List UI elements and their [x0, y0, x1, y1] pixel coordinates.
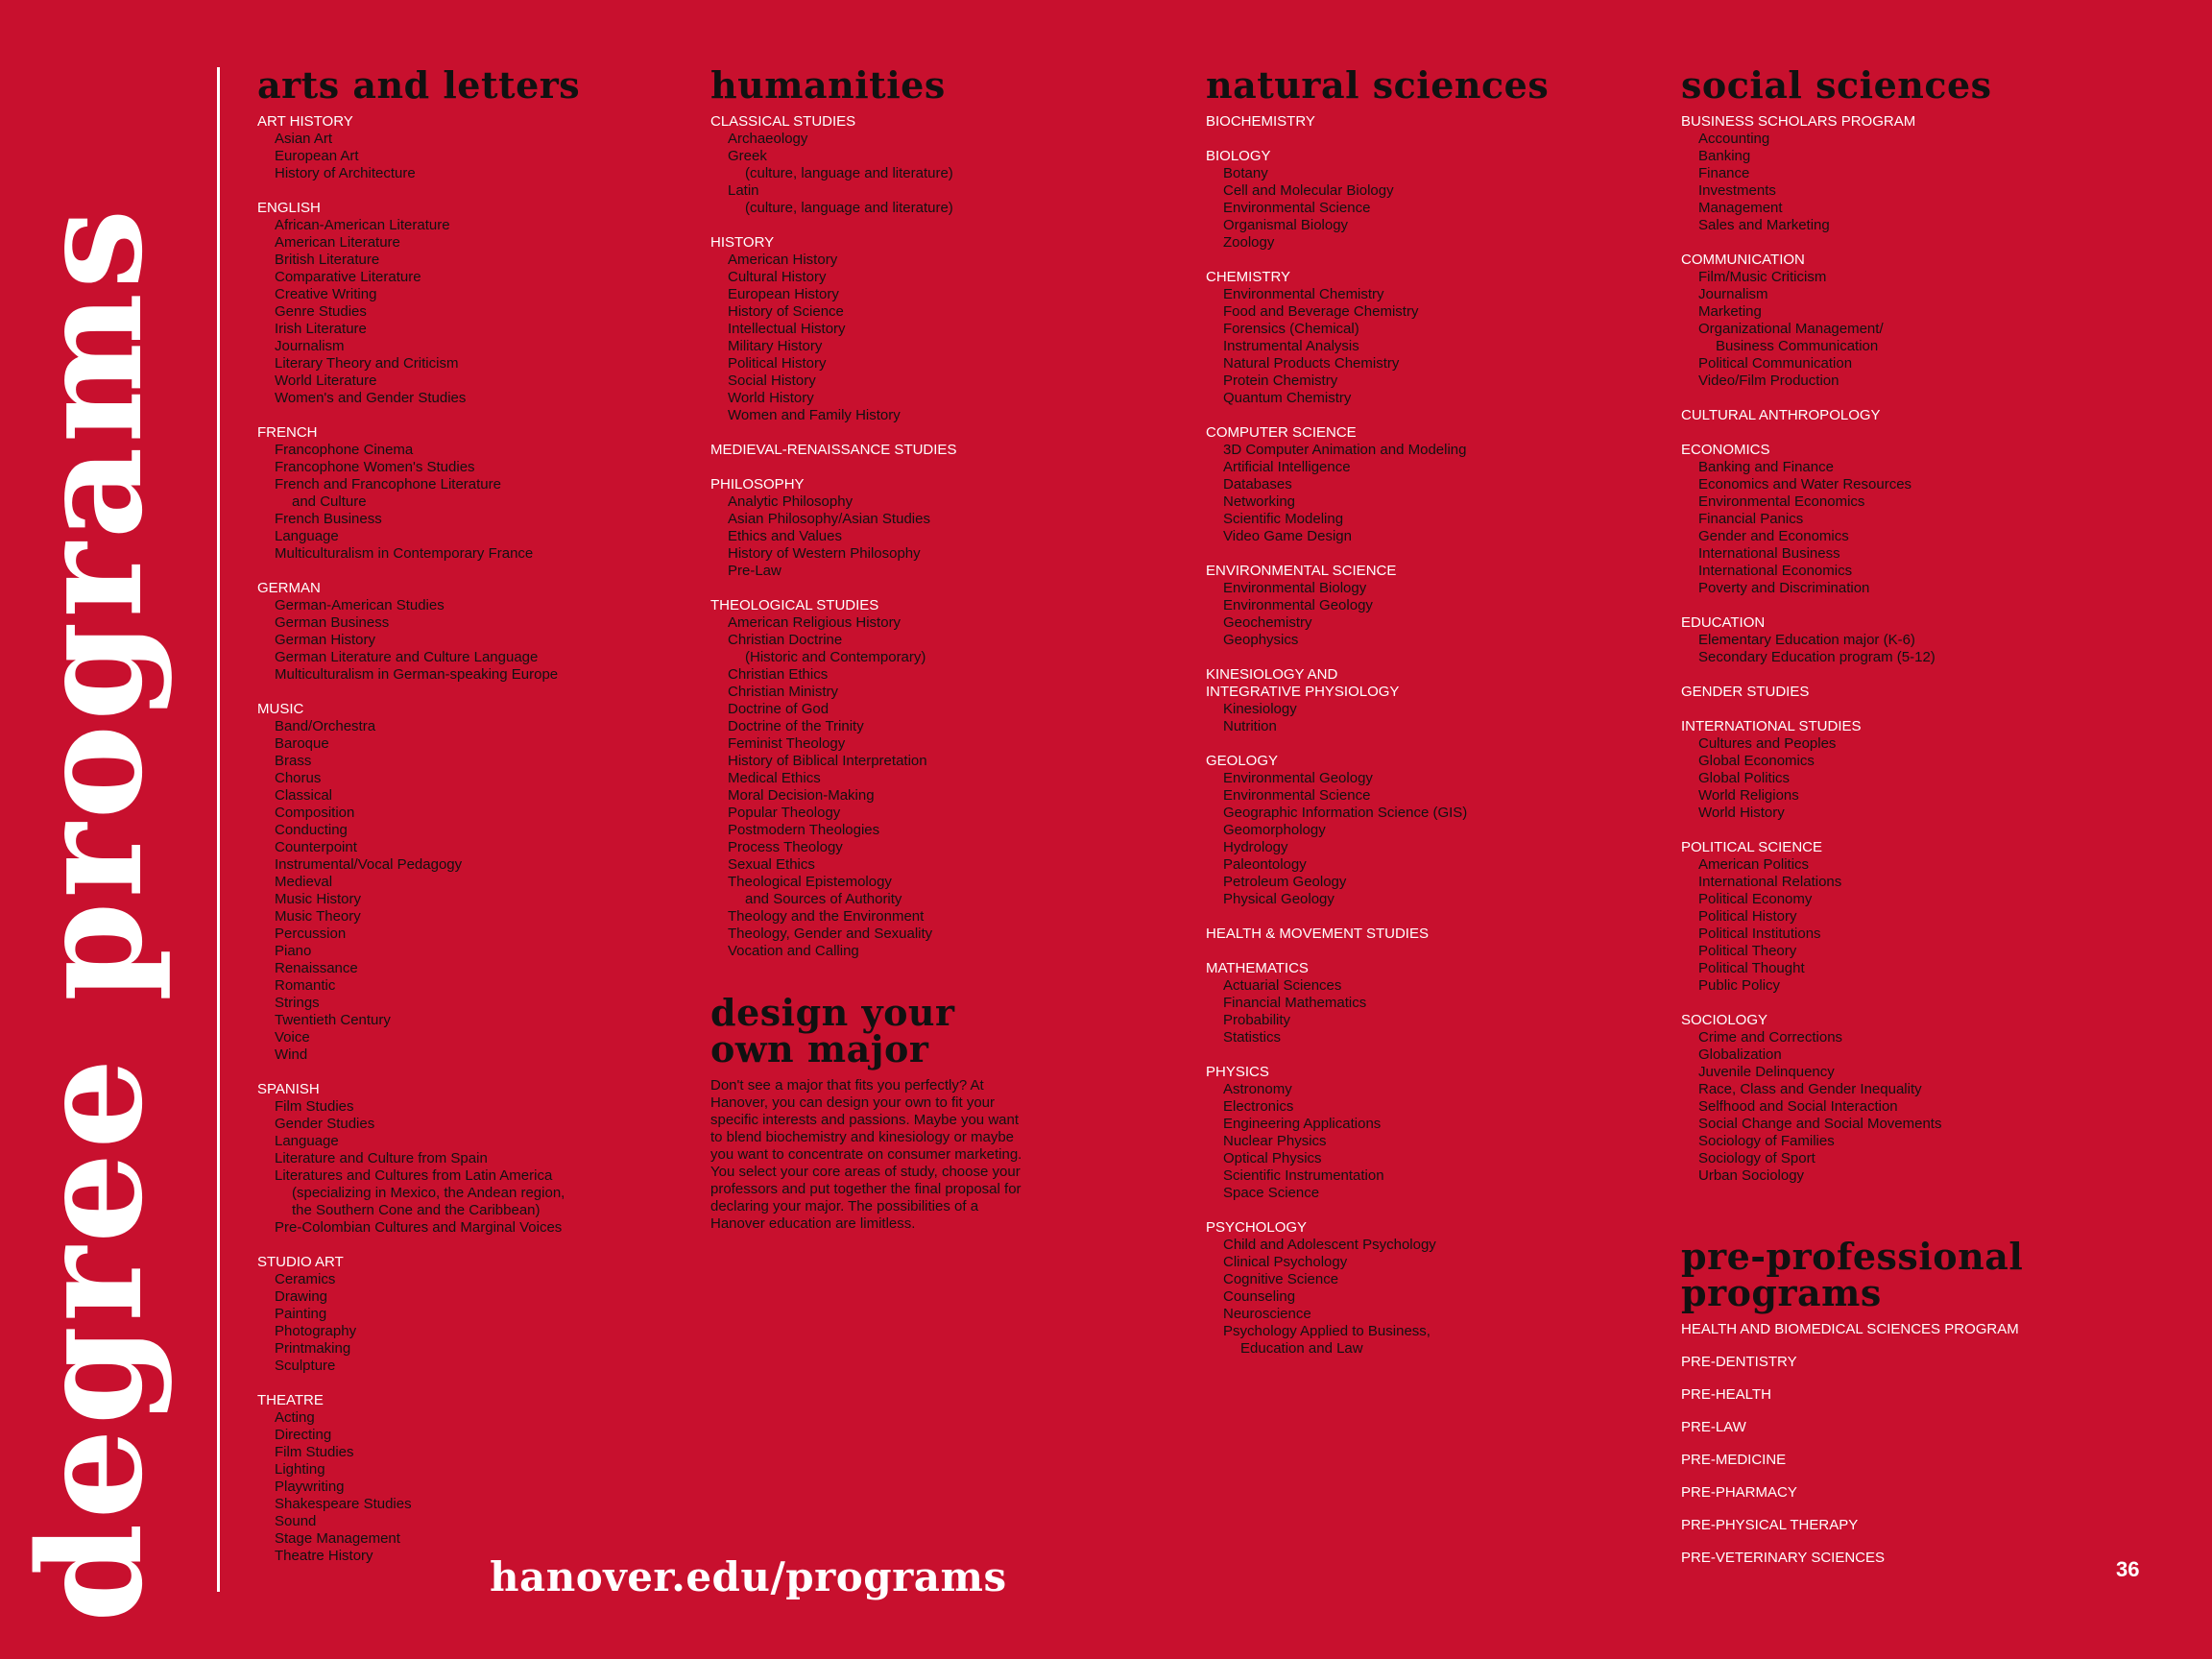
concentration-item: Instrumental/Vocal Pedagogy	[275, 856, 463, 873]
program-title: THEATRE	[257, 1392, 324, 1408]
concentration-item: Renaissance	[275, 960, 358, 976]
concentration-item: German History	[275, 632, 376, 648]
concentration-item: Theological Epistemology	[728, 874, 892, 890]
preprofessional-item: PRE-LAW	[1681, 1419, 1746, 1435]
program-group	[1206, 666, 1549, 735]
concentration-item: Medieval	[275, 874, 333, 890]
program-title: MATHEMATICS	[1206, 960, 1309, 976]
concentration-item: Music History	[275, 891, 362, 907]
concentration-item: Video/Film Production	[1698, 373, 1839, 389]
program-group	[257, 580, 580, 684]
concentration-item: Literature and Culture from Spain	[275, 1150, 488, 1166]
concentration-item: Francophone Women's Studies	[275, 459, 475, 475]
program-group	[1206, 753, 1549, 908]
concentration-item: Literary Theory and Criticism	[275, 355, 459, 372]
preprofessional-item: PRE-PHYSICAL THERAPY	[1681, 1517, 1859, 1533]
program-title: ECONOMICS	[1681, 442, 1770, 458]
preprofessional-item: PRE-VETERINARY SCIENCES	[1681, 1550, 1885, 1566]
concentration-item: German Business	[275, 614, 390, 631]
concentration-item: Political Thought	[1698, 960, 1805, 976]
program-title: PHYSICS	[1206, 1064, 1269, 1080]
section-heading: natural sciences	[1206, 63, 1550, 107]
concentration-item: International Economics	[1698, 563, 1853, 579]
program-title: HISTORY	[710, 234, 775, 251]
program-group	[710, 442, 1027, 459]
concentration-item: Juvenile Delinquency	[1698, 1064, 1835, 1080]
concentration-item: American Politics	[1698, 856, 1810, 873]
program-title: BIOLOGY	[1206, 148, 1271, 164]
concentration-item: Doctrine of God	[728, 701, 830, 717]
concentration-item: Political Theory	[1698, 943, 1797, 959]
concentration-item: Education and Law	[1240, 1340, 1363, 1357]
concentration-item: Theatre History	[275, 1548, 373, 1564]
design-heading-line2: own major	[710, 1027, 929, 1070]
concentration-item: Twentieth Century	[275, 1012, 391, 1028]
program-group	[257, 1254, 580, 1375]
concentration-item: Actuarial Sciences	[1223, 977, 1342, 994]
program-group	[1206, 424, 1549, 545]
concentration-item: History of Architecture	[275, 165, 416, 181]
concentration-item: and Sources of Authority	[745, 891, 902, 907]
concentration-item: Counseling	[1223, 1288, 1296, 1305]
concentration-item: Geographic Information Science (GIS)	[1223, 805, 1468, 821]
column-arts-and-letters	[257, 63, 581, 1582]
concentration-item: History of Science	[728, 303, 844, 320]
concentration-item: Nutrition	[1223, 718, 1277, 734]
program-title: HEALTH & MOVEMENT STUDIES	[1206, 926, 1429, 942]
concentration-item: Psychology Applied to Business,	[1223, 1323, 1431, 1339]
program-title: THEOLOGICAL STUDIES	[710, 597, 879, 613]
column-natural-sciences	[1206, 63, 1550, 1375]
program-title: INTERNATIONAL STUDIES	[1681, 718, 1862, 734]
concentration-item: Cultural History	[728, 269, 827, 285]
concentration-item: Financial Panics	[1698, 511, 1804, 527]
concentration-item: Investments	[1698, 182, 1776, 199]
concentration-item: Doctrine of the Trinity	[728, 718, 864, 734]
concentration-item: Pre-Law	[728, 563, 781, 579]
program-title: KINESIOLOGY AND	[1206, 666, 1338, 683]
concentration-item: Classical	[275, 787, 333, 804]
concentration-item: Paleontology	[1223, 856, 1307, 873]
concentration-item: Film/Music Criticism	[1698, 269, 1827, 285]
concentration-item: Creative Writing	[275, 286, 377, 302]
concentration-item: Christian Doctrine	[728, 632, 843, 648]
concentration-item: Hydrology	[1223, 839, 1288, 855]
concentration-item: Urban Sociology	[1698, 1167, 1805, 1184]
concentration-item: Analytic Philosophy	[728, 493, 854, 510]
concentration-item: History of Western Philosophy	[728, 545, 921, 562]
concentration-item: German Literature and Culture Language	[275, 649, 539, 665]
concentration-item: (culture, language and literature)	[745, 200, 953, 216]
concentration-item: Instrumental Analysis	[1223, 338, 1359, 354]
concentration-item: Forensics (Chemical)	[1223, 321, 1359, 337]
concentration-item: Ethics and Values	[728, 528, 842, 544]
program-group	[710, 234, 1027, 424]
program-group	[1206, 1064, 1549, 1202]
program-title: SPANISH	[257, 1081, 320, 1097]
program-group	[710, 476, 1027, 580]
concentration-item: Pre-Colombian Cultures and Marginal Voices	[275, 1219, 563, 1236]
concentration-item: Sociology of Sport	[1698, 1150, 1815, 1166]
program-title: BIOCHEMISTRY	[1206, 113, 1315, 130]
program-group	[1681, 113, 2023, 234]
program-group	[1206, 269, 1549, 407]
program-title: ENGLISH	[257, 200, 321, 216]
preprofessional-item: PRE-PHARMACY	[1681, 1484, 1797, 1501]
concentration-item: Cell and Molecular Biology	[1223, 182, 1394, 199]
concentration-item: Cultures and Peoples	[1698, 735, 1837, 752]
program-title: CLASSICAL STUDIES	[710, 113, 856, 130]
concentration-item: Environmental Economics	[1698, 493, 1865, 510]
preprofessional-item: PRE-DENTISTRY	[1681, 1354, 1797, 1370]
concentration-item: Political Economy	[1698, 891, 1813, 907]
concentration-item: Social Change and Social Movements	[1698, 1116, 1942, 1132]
concentration-item: Artificial Intelligence	[1223, 459, 1351, 475]
concentration-item: Banking	[1698, 148, 1751, 164]
concentration-item: Clinical Psychology	[1223, 1254, 1348, 1270]
concentration-item: (culture, language and literature)	[745, 165, 953, 181]
concentration-item: Marketing	[1698, 303, 1762, 320]
concentration-item: Political History	[1698, 908, 1797, 925]
concentration-item: Playwriting	[275, 1479, 345, 1495]
design-heading-line1: design your	[710, 991, 955, 1034]
concentration-item: Scientific Instrumentation	[1223, 1167, 1384, 1184]
program-title: PHILOSOPHY	[710, 476, 805, 493]
program-group	[1681, 718, 2023, 822]
concentration-item: Photography	[275, 1323, 357, 1339]
concentration-item: Environmental Chemistry	[1223, 286, 1384, 302]
program-title: ENVIRONMENTAL SCIENCE	[1206, 563, 1397, 579]
concentration-item: Popular Theology	[728, 805, 841, 821]
program-group	[1681, 252, 2023, 390]
concentration-item: the Southern Cone and the Caribbean)	[292, 1202, 541, 1218]
program-title: STUDIO ART	[257, 1254, 344, 1270]
concentration-item: Journalism	[1698, 286, 1768, 302]
program-title: FRENCH	[257, 424, 318, 441]
program-group	[257, 701, 580, 1064]
program-title: PSYCHOLOGY	[1206, 1219, 1308, 1236]
concentration-item: Environmental Geology	[1223, 597, 1373, 613]
program-title: COMMUNICATION	[1681, 252, 1805, 268]
concentration-item: Gender and Economics	[1698, 528, 1849, 544]
program-title: POLITICAL SCIENCE	[1681, 839, 1822, 855]
concentration-item: Printmaking	[275, 1340, 351, 1357]
concentration-item: Stage Management	[275, 1530, 400, 1547]
program-title: BUSINESS SCHOLARS PROGRAM	[1681, 113, 1916, 130]
preprof-heading-line2: programs	[1681, 1271, 1882, 1314]
program-group	[257, 424, 580, 563]
concentration-item: Zoology	[1223, 234, 1275, 251]
concentration-item: Secondary Education program (5-12)	[1698, 649, 1936, 665]
program-group	[1681, 1012, 2023, 1185]
concentration-item: Petroleum Geology	[1223, 874, 1347, 890]
concentration-item: Painting	[275, 1306, 327, 1322]
concentration-item: Multiculturalism in German-speaking Europe	[275, 666, 559, 683]
concentration-item: Political History	[728, 355, 827, 372]
concentration-item: African-American Literature	[275, 217, 450, 233]
concentration-item: Voice	[275, 1029, 310, 1046]
column-social-sciences	[1681, 63, 2024, 1582]
program-group	[710, 597, 1027, 960]
concentration-item: Social History	[728, 373, 816, 389]
concentration-item: European History	[728, 286, 839, 302]
concentration-item: Intellectual History	[728, 321, 846, 337]
concentration-item: Vocation and Calling	[728, 943, 859, 959]
program-title: SOCIOLOGY	[1681, 1012, 1768, 1028]
concentration-item: Film Studies	[275, 1444, 354, 1460]
program-title: CULTURAL ANTHROPOLOGY	[1681, 407, 1881, 423]
program-title: GEOLOGY	[1206, 753, 1279, 769]
concentration-item: Space Science	[1223, 1185, 1320, 1201]
program-group	[1681, 614, 2023, 666]
concentration-item: History of Biblical Interpretation	[728, 753, 927, 769]
concentration-item: Theology and the Environment	[728, 908, 925, 925]
programs-url[interactable]: hanover.edu/programs	[490, 1553, 1007, 1600]
concentration-item: Political Institutions	[1698, 926, 1821, 942]
program-title: MUSIC	[257, 701, 304, 717]
program-group	[1206, 960, 1549, 1046]
concentration-item: Natural Products Chemistry	[1223, 355, 1400, 372]
concentration-item: Geochemistry	[1223, 614, 1312, 631]
preprof-heading-line1: pre-professional	[1681, 1235, 2024, 1278]
concentration-item: Sociology of Families	[1698, 1133, 1835, 1149]
concentration-item: Music Theory	[275, 908, 361, 925]
concentration-item: Percussion	[275, 926, 347, 942]
concentration-item: Process Theology	[728, 839, 843, 855]
concentration-item: Lighting	[275, 1461, 325, 1478]
concentration-item: Language	[275, 1133, 339, 1149]
concentration-item: Sculpture	[275, 1358, 336, 1374]
concentration-item: Theology, Gender and Sexuality	[728, 926, 933, 942]
concentration-item: Poverty and Discrimination	[1698, 580, 1870, 596]
program-group	[257, 200, 580, 407]
concentration-item: Physical Geology	[1223, 891, 1334, 907]
concentration-item: Latin	[728, 182, 759, 199]
concentration-item: Shakespeare Studies	[275, 1496, 412, 1512]
concentration-item: Comparative Literature	[275, 269, 421, 285]
concentration-item: Geomorphology	[1223, 822, 1326, 838]
concentration-item: Irish Literature	[275, 321, 367, 337]
concentration-item: Food and Beverage Chemistry	[1223, 303, 1419, 320]
concentration-item: World History	[1698, 805, 1785, 821]
concentration-item: Video Game Design	[1223, 528, 1352, 544]
concentration-item: Sound	[275, 1513, 317, 1529]
concentration-item: Management	[1698, 200, 1783, 216]
concentration-item: European Art	[275, 148, 359, 164]
program-group	[1681, 839, 2023, 995]
concentration-item: American Religious History	[728, 614, 902, 631]
concentration-item: Political Communication	[1698, 355, 1853, 372]
concentration-item: Cognitive Science	[1223, 1271, 1339, 1287]
concentration-item: Astronomy	[1223, 1081, 1292, 1097]
concentration-item: Film Studies	[275, 1098, 354, 1115]
concentration-item: Economics and Water Resources	[1698, 476, 1912, 493]
concentration-item: Finance	[1698, 165, 1750, 181]
concentration-item: Brass	[275, 753, 312, 769]
concentration-item: French and Francophone Literature	[275, 476, 501, 493]
program-group	[1206, 113, 1549, 131]
concentration-item: Multiculturalism in Contemporary France	[275, 545, 534, 562]
concentration-item: Environmental Science	[1223, 787, 1371, 804]
program-title: EDUCATION	[1681, 614, 1766, 631]
program-group	[257, 1392, 580, 1565]
concentration-item: French Business	[275, 511, 382, 527]
concentration-item: Globalization	[1698, 1046, 1782, 1063]
concentration-item: Journalism	[275, 338, 345, 354]
concentration-item: and Culture	[292, 493, 367, 510]
concentration-item: Women and Family History	[728, 407, 901, 423]
program-group	[1206, 563, 1549, 649]
concentration-item: Accounting	[1698, 131, 1770, 147]
program-title: GERMAN	[257, 580, 321, 596]
page-number: 36	[2116, 1557, 2140, 1581]
concentration-item: Business Communication	[1716, 338, 1879, 354]
side-title: degree programs	[7, 204, 174, 1623]
concentration-item: Databases	[1223, 476, 1292, 493]
concentration-item: Chorus	[275, 770, 322, 786]
concentration-item: Christian Ministry	[728, 684, 839, 700]
concentration-item: Conducting	[275, 822, 348, 838]
concentration-item: Probability	[1223, 1012, 1291, 1028]
concentration-item: Global Politics	[1698, 770, 1791, 786]
concentration-item: Organismal Biology	[1223, 217, 1349, 233]
section-heading: social sciences	[1681, 63, 1992, 107]
concentration-item: Military History	[728, 338, 823, 354]
concentration-item: Wind	[275, 1046, 308, 1063]
concentration-item: Composition	[275, 805, 355, 821]
program-title: GENDER STUDIES	[1681, 684, 1810, 700]
program-group	[257, 113, 580, 182]
section-heading: arts and letters	[257, 63, 581, 107]
concentration-item: Counterpoint	[275, 839, 357, 855]
concentration-item: Language	[275, 528, 339, 544]
program-group	[1681, 407, 2023, 424]
concentration-item: World Literature	[275, 373, 377, 389]
concentration-item: Drawing	[275, 1288, 328, 1305]
program-title-cont: INTEGRATIVE PHYSIOLOGY	[1206, 684, 1400, 700]
concentration-item: Elementary Education major (K-6)	[1698, 632, 1915, 648]
concentration-item: Greek	[728, 148, 767, 164]
concentration-item: Neuroscience	[1223, 1306, 1311, 1322]
concentration-item: Gender Studies	[275, 1116, 375, 1132]
program-group	[1681, 442, 2023, 597]
vertical-divider	[217, 67, 220, 1592]
concentration-item: Quantum Chemistry	[1223, 390, 1352, 406]
concentration-item: (Historic and Contemporary)	[745, 649, 926, 665]
concentration-item: Selfhood and Social Interaction	[1698, 1098, 1898, 1115]
concentration-item: Postmodern Theologies	[728, 822, 880, 838]
concentration-item: Feminist Theology	[728, 735, 846, 752]
concentration-item: American History	[728, 252, 838, 268]
concentration-item: Kinesiology	[1223, 701, 1297, 717]
concentration-item: Literatures and Cultures from Latin America	[275, 1167, 553, 1184]
concentration-item: World Religions	[1698, 787, 1799, 804]
concentration-item: Romantic	[275, 977, 336, 994]
concentration-item: Baroque	[275, 735, 329, 752]
concentration-item: Botany	[1223, 165, 1268, 181]
concentration-item: Band/Orchestra	[275, 718, 376, 734]
concentration-item: Asian Art	[275, 131, 333, 147]
concentration-item: (specializing in Mexico, the Andean region,	[292, 1185, 565, 1201]
concentration-item: Child and Adolescent Psychology	[1223, 1237, 1436, 1253]
concentration-item: Crime and Corrections	[1698, 1029, 1843, 1046]
concentration-item: Statistics	[1223, 1029, 1282, 1046]
concentration-item: Acting	[275, 1409, 315, 1426]
program-title: MEDIEVAL-RENAISSANCE STUDIES	[710, 442, 957, 458]
concentration-item: Geophysics	[1223, 632, 1299, 648]
concentration-item: Optical Physics	[1223, 1150, 1322, 1166]
concentration-item: Women's and Gender Studies	[275, 390, 467, 406]
concentration-item: Networking	[1223, 493, 1296, 510]
concentration-item: Genre Studies	[275, 303, 367, 320]
program-title: COMPUTER SCIENCE	[1206, 424, 1357, 441]
concentration-item: Race, Class and Gender Inequality	[1698, 1081, 1922, 1097]
concentration-item: Sales and Marketing	[1698, 217, 1830, 233]
concentration-item: Francophone Cinema	[275, 442, 414, 458]
concentration-item: World History	[728, 390, 814, 406]
concentration-item: International Business	[1698, 545, 1840, 562]
concentration-item: Nuclear Physics	[1223, 1133, 1327, 1149]
concentration-item: Ceramics	[275, 1271, 336, 1287]
preprofessional-item: HEALTH AND BIOMEDICAL SCIENCES PROGRAM	[1681, 1321, 2019, 1337]
concentration-item: Piano	[275, 943, 312, 959]
program-group	[1681, 684, 2023, 701]
concentration-item: Electronics	[1223, 1098, 1294, 1115]
program-group	[710, 113, 1027, 217]
concentration-item: Medical Ethics	[728, 770, 821, 786]
concentration-item: Christian Ethics	[728, 666, 829, 683]
concentration-item: Strings	[275, 995, 320, 1011]
concentration-item: Environmental Geology	[1223, 770, 1373, 786]
concentration-item: Public Policy	[1698, 977, 1781, 994]
concentration-item: Engineering Applications	[1223, 1116, 1382, 1132]
concentration-item: Moral Decision-Making	[728, 787, 875, 804]
concentration-item: German-American Studies	[275, 597, 445, 613]
program-group	[257, 1081, 580, 1237]
concentration-item: 3D Computer Animation and Modeling	[1223, 442, 1467, 458]
concentration-item: Archaeology	[728, 131, 808, 147]
concentration-item: Scientific Modeling	[1223, 511, 1344, 527]
program-title: ART HISTORY	[257, 113, 353, 130]
concentration-item: Sexual Ethics	[728, 856, 815, 873]
design-major-text: Don't see a major that fits you perfectly? At Hanover, you can design your own to fit your specific interests and passions. Maybe you want to blend biochemistry and kinesiology or maybe you want to concentrate on consumer marketing. You select your core areas of study, choose your professors and put together the final proposal for declaring your major. The possibilities of a Hanover education are limitless.	[710, 1077, 1022, 1232]
program-title: CHEMISTRY	[1206, 269, 1291, 285]
concentration-item: International Relations	[1698, 874, 1842, 890]
concentration-item: Asian Philosophy/Asian Studies	[728, 511, 930, 527]
preprofessional-item: PRE-HEALTH	[1681, 1386, 1771, 1403]
concentration-item: Protein Chemistry	[1223, 373, 1338, 389]
concentration-item: Banking and Finance	[1698, 459, 1834, 475]
concentration-item: Environmental Science	[1223, 200, 1371, 216]
preprofessional-item: PRE-MEDICINE	[1681, 1452, 1787, 1468]
program-group	[1206, 926, 1549, 943]
concentration-item: Organizational Management/	[1698, 321, 1884, 337]
column-humanities	[710, 63, 1027, 1233]
concentration-item: Directing	[275, 1427, 332, 1443]
concentration-item: British Literature	[275, 252, 380, 268]
concentration-item: Environmental Biology	[1223, 580, 1367, 596]
design-major-heading	[710, 991, 1027, 1070]
concentration-item: American Literature	[275, 234, 400, 251]
concentration-item: Financial Mathematics	[1223, 995, 1367, 1011]
section-heading: humanities	[710, 63, 946, 107]
concentration-item: Global Economics	[1698, 753, 1815, 769]
program-group	[1206, 1219, 1549, 1358]
preprofessional-heading	[1681, 1235, 2024, 1314]
program-group	[1206, 148, 1549, 252]
